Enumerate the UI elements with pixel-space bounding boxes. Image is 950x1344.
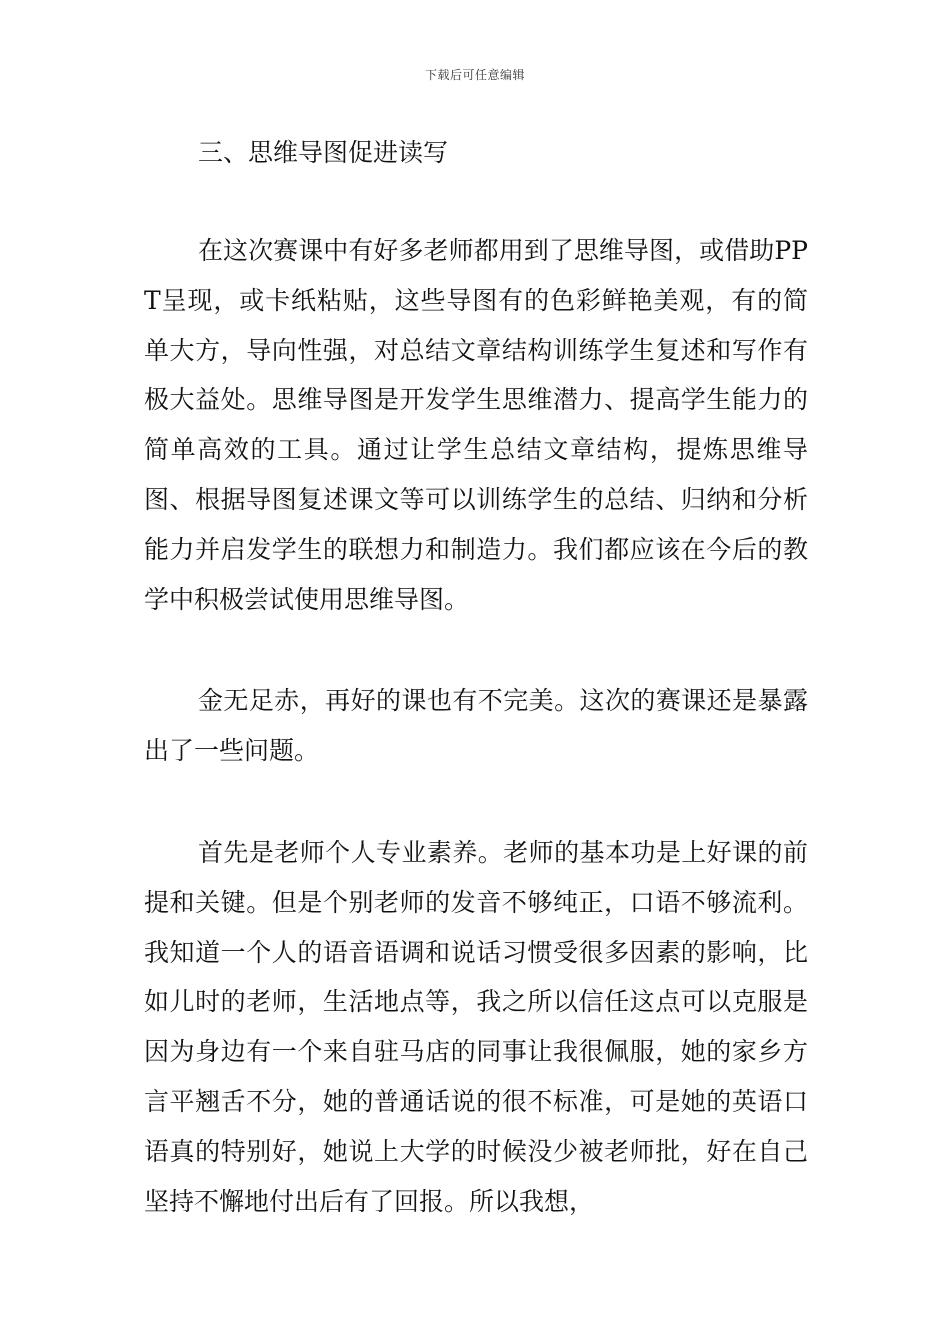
document-body bbox=[144, 128, 808, 1226]
paragraph-imperfection: 金无足赤，再好的课也有不完美。这次的赛课还是暴露出了一些问题。 bbox=[144, 686, 808, 766]
paragraph-mind-map: 在这次赛课中有好多老师都用到了思维导图，或借助PPT呈现，或卡纸粘贴，这些导图有的色彩鲜艳美观，有的简单大方，导向性强，对总结文章结构训练学生复述和写作有极大益处。思维导图是开发学生思维潜力、提高学生能力的简单高效的工具。通过让学生总结文章结构，提炼思维导图、根据导图复述课文等可以训练学生的总结、归纳和分析能力并启发学生的联想力和制造力。我们都应该在今后的教学中积极尝试使用思维导图。 bbox=[144, 236, 808, 614]
page-header-note: 下载后可任意编辑 bbox=[424, 68, 525, 82]
section-heading: 三、思维导图促进读写 bbox=[198, 138, 449, 167]
paragraph-teacher-skills: 首先是老师个人专业素养。老师的基本功是上好课的前提和关键。但是个别老师的发音不够纯正，口语不够流利。我知道一个人的语音语调和说话习惯受很多因素的影响，比如儿时的老师，生活地点等，我之所以信任这点可以克服是因为身边有一个来自驻马店的同事让我很佩服，她的家乡方言平翘舌不分，她的普通话说的很不标准，可是她的英语口语真的特别好，她说上大学的时候没少被老师批，好在自己坚持不懈地付出后有了回报。所以我想， bbox=[144, 837, 808, 1216]
